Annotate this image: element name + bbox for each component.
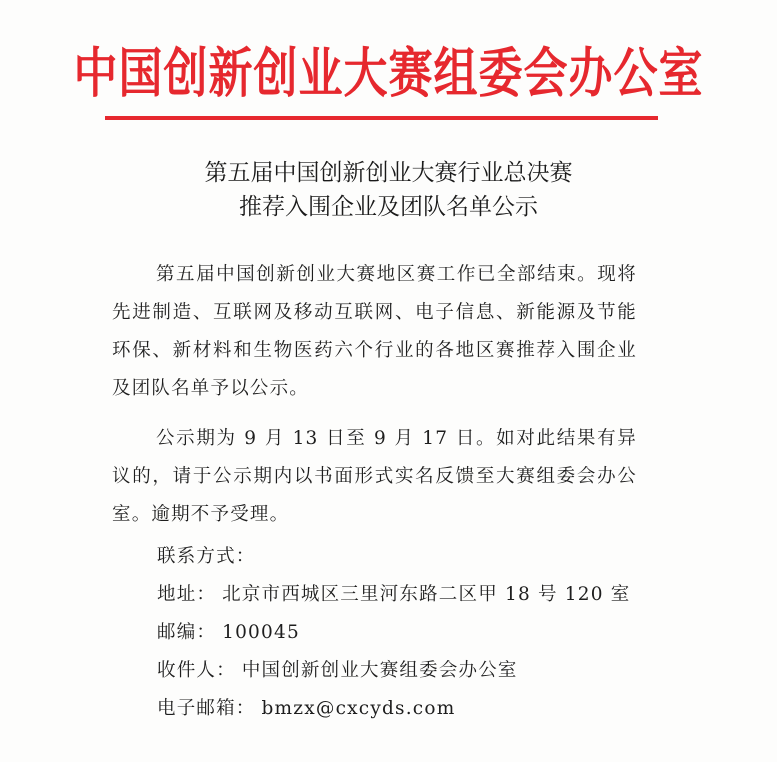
notice-title-line-1: 第五届中国创新创业大赛行业总决赛 [204,160,573,186]
contact-address-label: 地址： [157,584,217,605]
contact-recipient-value: 中国创新创业大赛组委会办公室 [241,660,518,681]
letterhead-red-divider [105,116,658,120]
contact-email-label: 电子邮箱： [157,698,256,719]
notice-paragraph-1: 第五届中国创新创业大赛地区赛工作已全部结束。现将先进制造、互联网及移动互联网、电子信息、新能源及节能环保、新材料和生物医药六个行业的各地区赛推荐入围企业及团队名单予以公示。 [112,264,637,399]
contact-block [157,538,637,728]
contact-postcode-label: 邮编： [157,622,217,643]
contact-heading: 联系方式： [157,546,256,567]
notice-paragraph-2: 公示期为 9 月 13 日至 9 月 17 日。如对此结果有异议的，请于公示期内以书面形式实名反馈至大赛组委会办公室。逾期不予受理。 [112,428,637,525]
contact-email-value: bmzx@cxcyds.com [261,698,456,719]
contact-recipient-row [157,652,637,690]
contact-address-row [157,576,637,614]
letterhead-org-name: 中国创新创业大赛组委会办公室 [73,42,704,106]
contact-address-value: 北京市西城区三里河东路二区甲 18 号 120 室 [222,584,631,605]
contact-postcode-row [157,614,637,652]
contact-postcode-value: 100045 [222,622,300,643]
notice-title-line-2: 推荐入围企业及团队名单公示 [239,194,538,220]
contact-recipient-label: 收件人： [157,660,236,681]
contact-email-row [157,690,637,728]
